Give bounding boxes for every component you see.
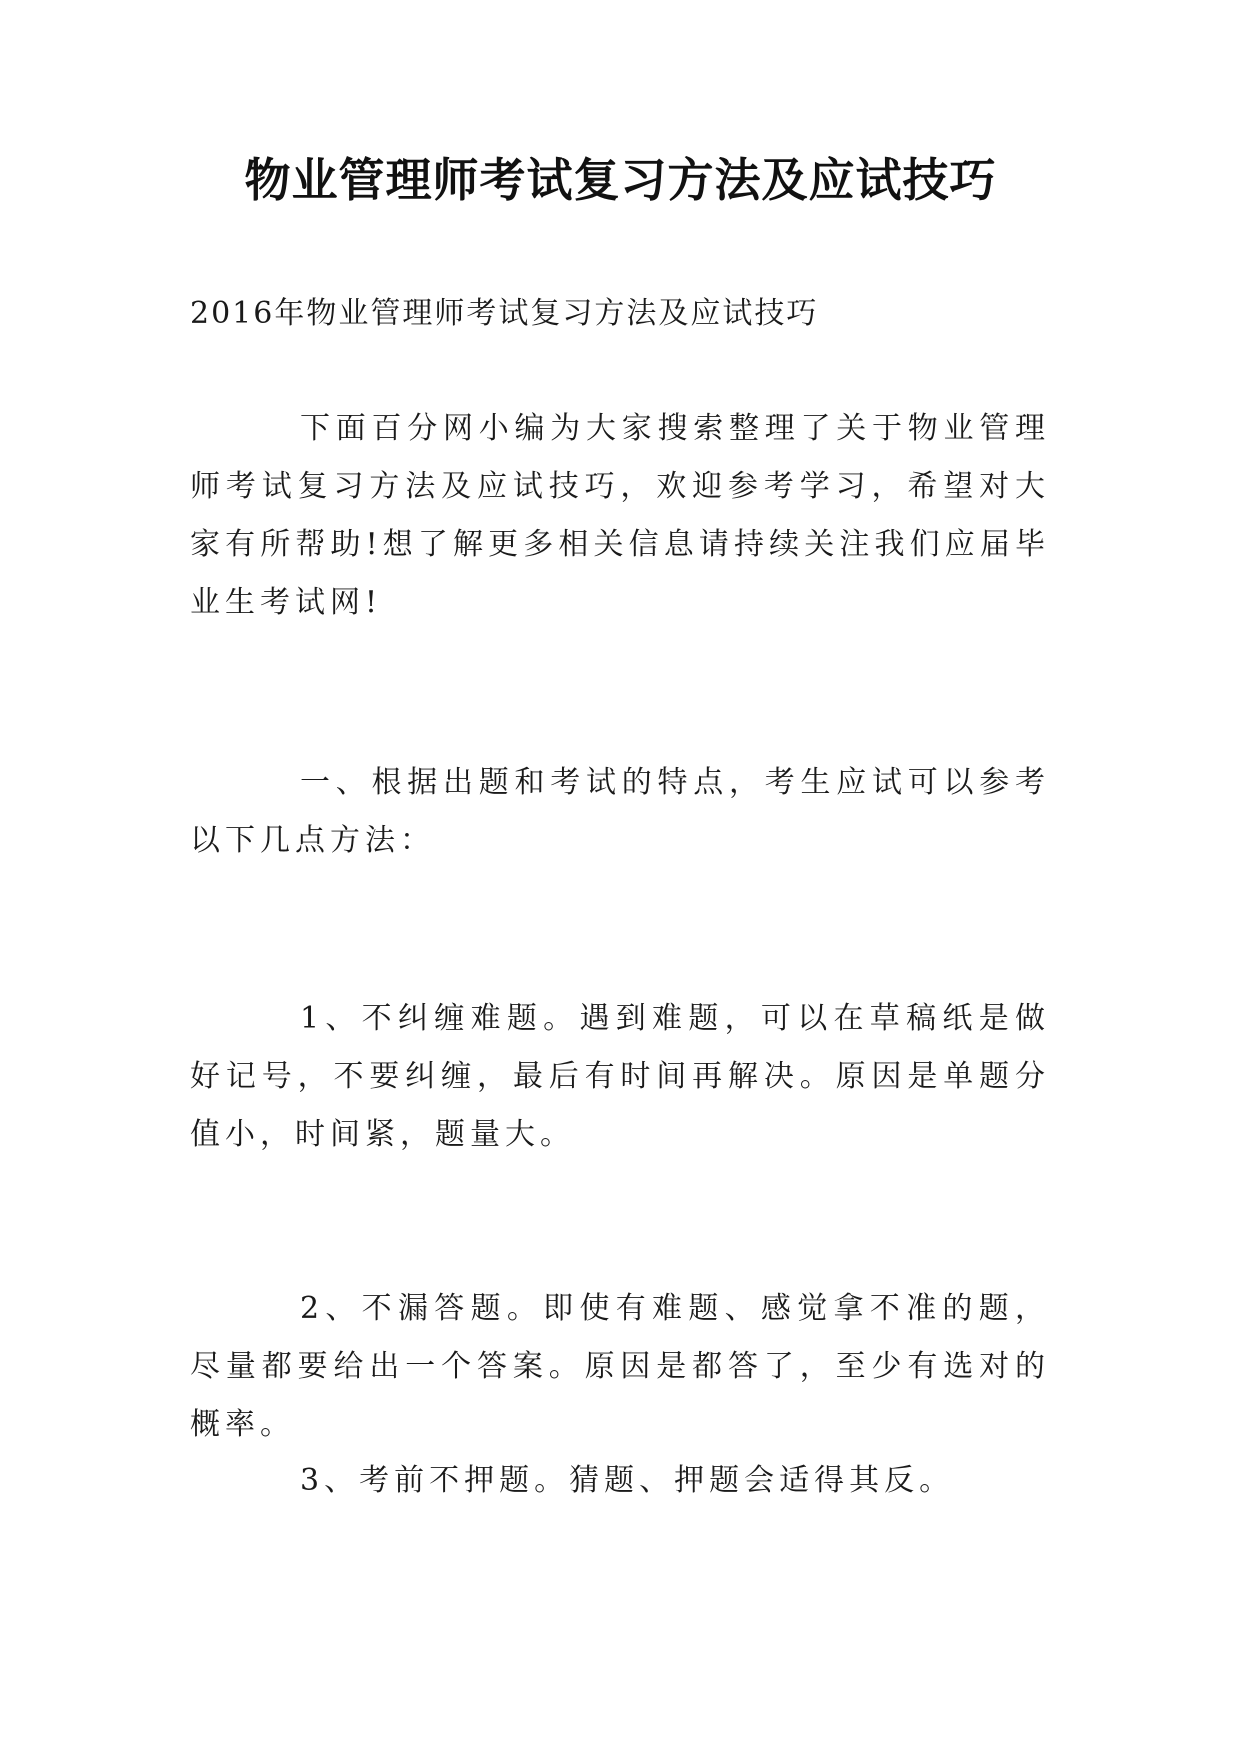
list-item-paragraph-3: 3、考前不押题。猜题、押题会适得其反。 — [300, 1463, 955, 1498]
list-item-paragraph-2: 2、不漏答题。即使有难题、感觉拿不准的题，尽量都要给出一个答案。原因是都答了，至少有选对的概率。 — [190, 1291, 1050, 1442]
section-heading-paragraph: 一、根据出题和考试的特点，考生应试可以参考以下几点方法： — [190, 765, 1050, 858]
intro-paragraph: 下面百分网小编为大家搜索整理了关于物业管理师考试复习方法及应试技巧，欢迎参考学习，希望对大家有所帮助!想了解更多相关信息请持续关注我们应届毕业生考试网! — [190, 411, 1050, 620]
list-item-paragraph-1: 1、不纠缠难题。遇到难题，可以在草稿纸是做好记号，不要纠缠，最后有时间再解决。原因是单题分值小，时间紧，题量大。 — [190, 1001, 1050, 1152]
document-title: 物业管理师考试复习方法及应试技巧 — [244, 153, 997, 207]
document-subtitle: 2016年物业管理师考试复习方法及应试技巧 — [190, 296, 819, 331]
